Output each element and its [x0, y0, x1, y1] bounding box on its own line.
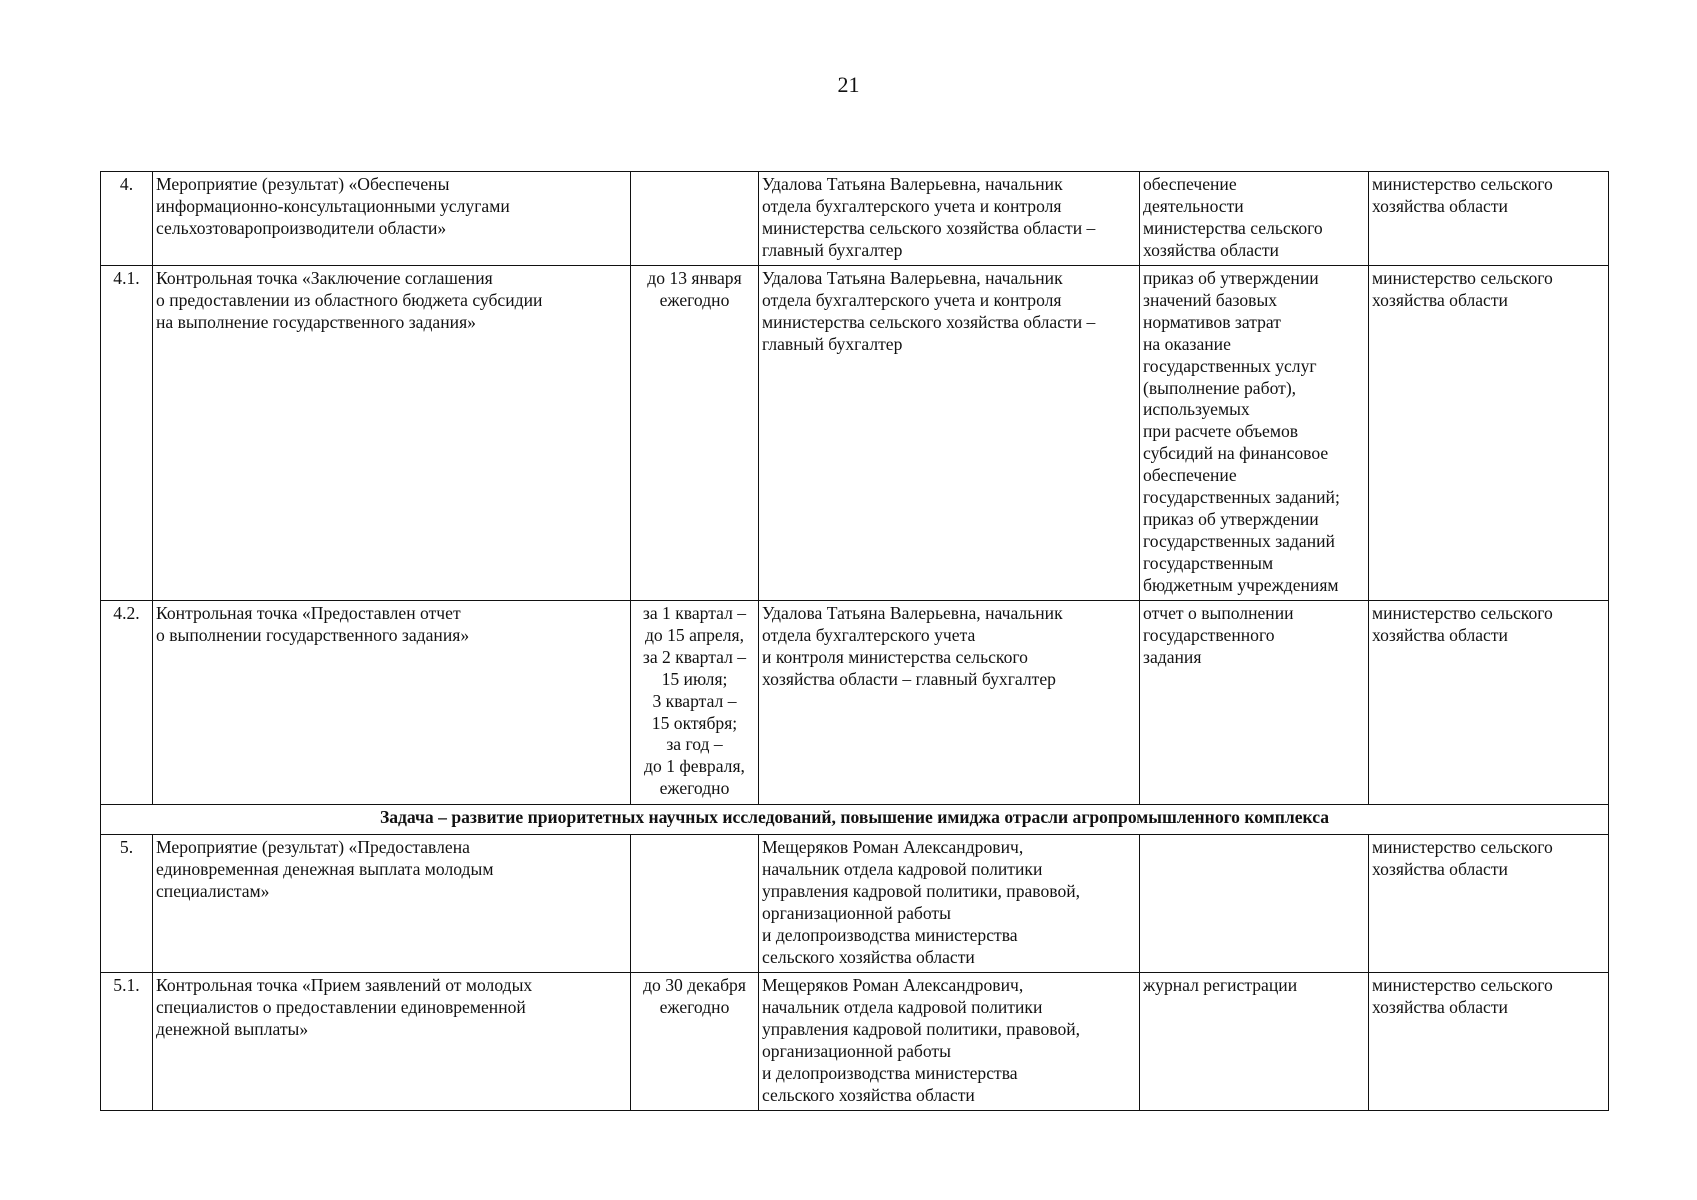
deadline [631, 172, 759, 266]
row-number: 5. [101, 835, 153, 973]
document-type [1140, 835, 1369, 973]
row-number: 4. [101, 172, 153, 266]
page-number: 21 [837, 72, 860, 97]
table-row [101, 172, 1609, 266]
responsible: Удалова Татьяна Валерьевна, начальник отдела бухгалтерского учета и контроля министерства сельского хозяйства области – главный бухгалтер [759, 172, 1140, 266]
document-type: отчет о выполнении государственного задания [1140, 601, 1369, 805]
deadline: до 30 декабря ежегодно [631, 973, 759, 1111]
row-number: 4.2. [101, 601, 153, 805]
responsible: Мещеряков Роман Александрович, начальник отдела кадровой политики управления кадровой политики, правовой, организационной работы и делопроизводства министерства сельского хозяйства области [759, 835, 1140, 973]
table-row [101, 835, 1609, 973]
document-type: журнал регистрации [1140, 973, 1369, 1111]
executor: министерство сельского хозяйства области [1369, 266, 1609, 601]
plan-table [100, 171, 1609, 1111]
row-number: 4.1. [101, 266, 153, 601]
responsible: Мещеряков Роман Александрович, начальник отдела кадровой политики управления кадровой политики, правовой, организационной работы и делопроизводства министерства сельского хозяйства области [759, 973, 1140, 1111]
task-row [101, 805, 1609, 835]
event-name: Контрольная точка «Заключение соглашения о предоставлении из областного бюджета субсидии на выполнение государственного задания» [153, 266, 631, 601]
task-heading: Задача – развитие приоритетных научных исследований, повышение имиджа отрасли агропромышленного комплекса [101, 805, 1609, 835]
row-number: 5.1. [101, 973, 153, 1111]
responsible: Удалова Татьяна Валерьевна, начальник отдела бухгалтерского учета и контроля министерства сельского хозяйства области – главный бухгалтер [759, 266, 1140, 601]
event-name: Контрольная точка «Прием заявлений от молодых специалистов о предоставлении единовременной денежной выплаты» [153, 973, 631, 1111]
table-row [101, 266, 1609, 601]
event-name: Мероприятие (результат) «Предоставлена единовременная денежная выплата молодым специалистам» [153, 835, 631, 973]
executor: министерство сельского хозяйства области [1369, 601, 1609, 805]
executor: министерство сельского хозяйства области [1369, 973, 1609, 1111]
table-row [101, 601, 1609, 805]
executor: министерство сельского хозяйства области [1369, 172, 1609, 266]
table-row [101, 973, 1609, 1111]
deadline [631, 835, 759, 973]
executor: министерство сельского хозяйства области [1369, 835, 1609, 973]
event-name: Мероприятие (результат) «Обеспечены информационно-консультационными услугами сельхозтоваропроизводители области» [153, 172, 631, 266]
event-name: Контрольная точка «Предоставлен отчет о выполнении государственного задания» [153, 601, 631, 805]
responsible: Удалова Татьяна Валерьевна, начальник отдела бухгалтерского учета и контроля министерства сельского хозяйства области – главный бухгалтер [759, 601, 1140, 805]
deadline: до 13 января ежегодно [631, 266, 759, 601]
document-type: обеспечение деятельности министерства сельского хозяйства области [1140, 172, 1369, 266]
deadline: за 1 квартал – до 15 апреля, за 2 квартал – 15 июля; 3 квартал – 15 октября; за год – до 1 февраля, ежегодно [631, 601, 759, 805]
document-type: приказ об утверждении значений базовых нормативов затрат на оказание государственных услуг (выполнение работ), используемых при расчете объемов субсидий на финансовое обеспечение государственных заданий; приказ об утверждении государственных заданий государственным бюджетным учреждениям [1140, 266, 1369, 601]
